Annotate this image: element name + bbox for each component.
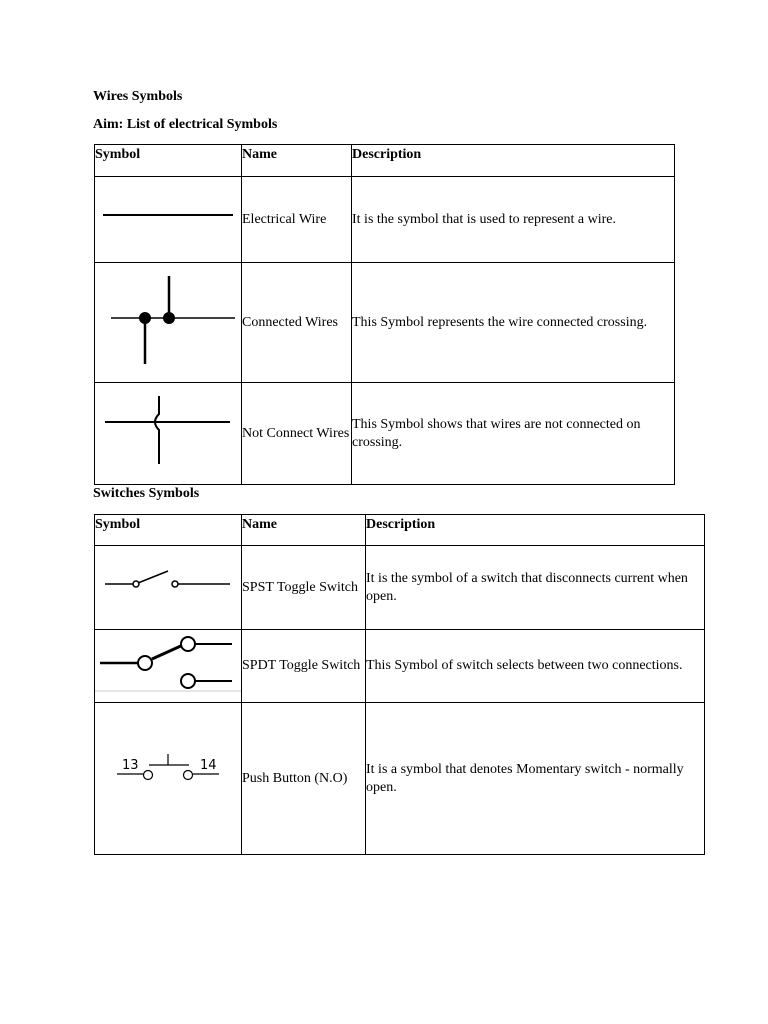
symbol-cell (95, 546, 242, 630)
table-row (95, 630, 705, 703)
symbol-cell (95, 383, 242, 485)
electrical-wire-icon (95, 178, 241, 262)
column-header-description: Description (352, 145, 675, 177)
symbol-name: Push Button (N.O) (242, 770, 348, 786)
switches-symbols-table (94, 514, 705, 855)
symbol-cell (95, 703, 242, 855)
table-header-row (95, 515, 705, 546)
column-header-symbol: Symbol (95, 145, 242, 177)
switches-symbols-heading: Switches Symbols (93, 486, 200, 501)
symbol-name: SPST Toggle Switch (242, 579, 358, 595)
column-header-description: Description (366, 515, 705, 546)
symbol-description: This Symbol represents the wire connected crossing. (352, 314, 648, 330)
symbol-description: It is a symbol that denotes Momentary switch - normally open. (366, 761, 684, 795)
symbol-description: This Symbol shows that wires are not connected on crossing. (352, 416, 641, 450)
symbol-name: Not Connect Wires (242, 425, 350, 441)
table-row (95, 263, 675, 383)
wires-symbols-table (94, 144, 675, 485)
table-row (95, 546, 705, 630)
symbol-description: It is the symbol of a switch that disconnects current when open. (366, 570, 688, 604)
terminal-label-13: 13 (122, 757, 139, 773)
symbol-cell (95, 630, 242, 703)
wires-symbols-heading: Wires Symbols (93, 89, 183, 104)
spst-toggle-switch-icon (95, 547, 241, 629)
push-button-no-icon (95, 704, 241, 854)
spdt-toggle-switch-icon (95, 631, 241, 702)
symbol-cell (95, 263, 242, 383)
connected-wires-icon (95, 264, 241, 382)
not-connected-wires-icon (95, 384, 241, 484)
symbol-name: SPDT Toggle Switch (242, 658, 361, 673)
table-row (95, 177, 675, 263)
symbol-description: It is the symbol that is used to represent a wire. (352, 211, 616, 227)
symbol-description: This Symbol of switch selects between two connections. (366, 658, 683, 673)
column-header-name: Name (242, 515, 366, 546)
table-row (95, 383, 675, 485)
column-header-name: Name (242, 145, 352, 177)
symbol-name: Electrical Wire (242, 211, 327, 227)
symbol-name: Connected Wires (242, 314, 338, 330)
table-header-row (95, 145, 675, 177)
column-header-symbol: Symbol (95, 515, 242, 546)
table-row (95, 703, 705, 855)
aim-heading: Aim: List of electrical Symbols (93, 117, 278, 132)
terminal-label-14: 14 (200, 757, 217, 773)
symbol-cell (95, 177, 242, 263)
